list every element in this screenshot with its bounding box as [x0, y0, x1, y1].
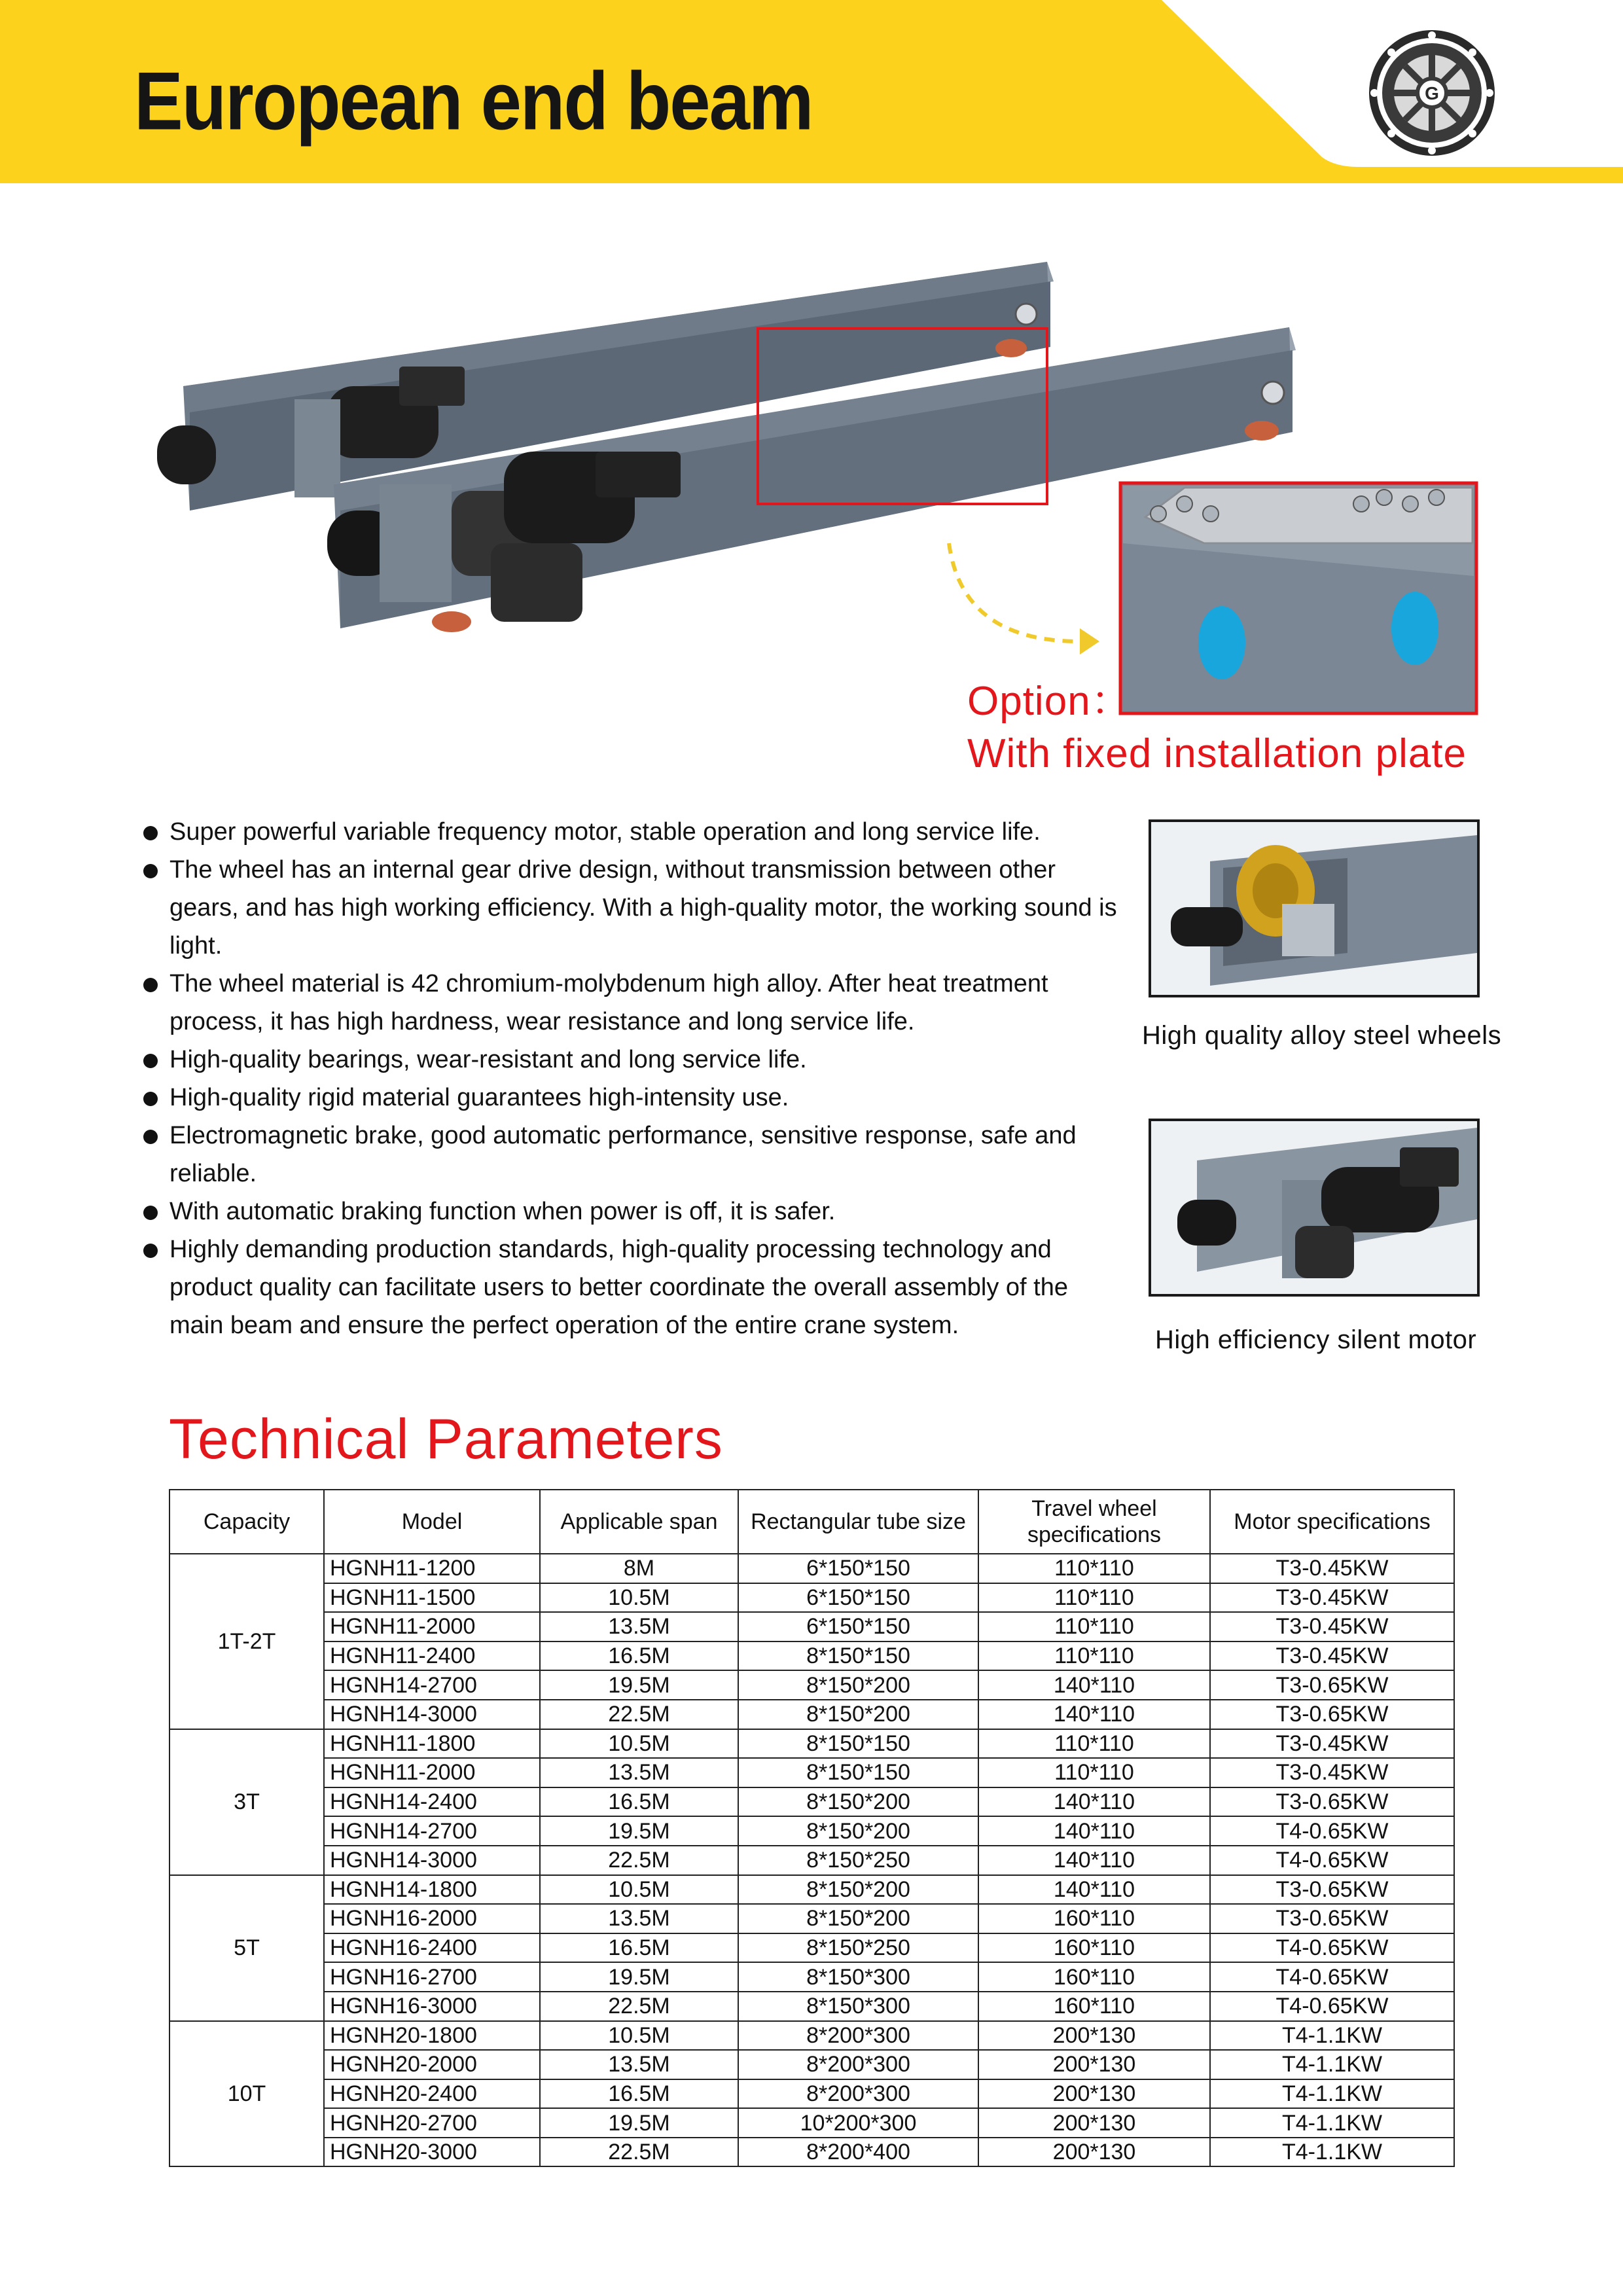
feature-item: With automatic braking function when power is off, it is safer.: [141, 1193, 1122, 1230]
cell-wheel-spec: 140*110: [978, 1816, 1210, 1846]
cell-model: HGNH20-1800: [324, 2021, 540, 2051]
cell-model: HGNH20-2400: [324, 2079, 540, 2109]
cell-span: 16.5M: [540, 2079, 738, 2109]
cell-tube-size: 8*150*300: [738, 1992, 978, 2021]
cell-model: HGNH14-1800: [324, 1875, 540, 1905]
cell-motor-spec: T3-0.45KW: [1210, 1554, 1454, 1583]
cell-span: 19.5M: [540, 1670, 738, 1700]
cell-capacity: 5T: [169, 1875, 324, 2021]
cell-tube-size: 6*150*150: [738, 1612, 978, 1641]
cell-tube-size: 8*150*200: [738, 1670, 978, 1700]
header-motor-spec: Motor specifications: [1210, 1490, 1454, 1554]
table-row: [169, 2138, 1454, 2167]
option-callout: [967, 675, 1467, 780]
motor-photo-caption: High efficiency silent motor: [1155, 1325, 1477, 1354]
cell-span: 10.5M: [540, 1875, 738, 1905]
cell-motor-spec: T3-0.65KW: [1210, 1787, 1454, 1817]
cell-motor-spec: T4-0.65KW: [1210, 1962, 1454, 1992]
table-row: [169, 2108, 1454, 2138]
cell-tube-size: 8*150*200: [738, 1816, 978, 1846]
cell-tube-size: 8*200*300: [738, 2021, 978, 2051]
cell-span: 16.5M: [540, 1641, 738, 1671]
cell-motor-spec: T4-0.65KW: [1210, 1846, 1454, 1875]
cell-wheel-spec: 110*110: [978, 1641, 1210, 1671]
cell-span: 19.5M: [540, 1816, 738, 1846]
cell-wheel-spec: 110*110: [978, 1729, 1210, 1759]
cell-wheel-spec: 110*110: [978, 1612, 1210, 1641]
cell-motor-spec: T3-0.45KW: [1210, 1758, 1454, 1787]
gear-logo-icon: [1366, 27, 1497, 158]
table-row: [169, 1758, 1454, 1787]
feature-list: [141, 813, 1122, 1344]
cell-motor-spec: T4-1.1KW: [1210, 2138, 1454, 2167]
cell-capacity: 3T: [169, 1729, 324, 1875]
cell-span: 22.5M: [540, 1992, 738, 2021]
cell-span: 16.5M: [540, 1787, 738, 1817]
cell-tube-size: 8*150*150: [738, 1758, 978, 1787]
cell-span: 8M: [540, 1554, 738, 1583]
cell-wheel-spec: 110*110: [978, 1758, 1210, 1787]
table-row: [169, 1933, 1454, 1963]
cell-model: HGNH14-2700: [324, 1670, 540, 1700]
option-label: Option：: [967, 679, 1132, 724]
cell-wheel-spec: 200*130: [978, 2079, 1210, 2109]
cell-wheel-spec: 200*130: [978, 2108, 1210, 2138]
feature-item: Electromagnetic brake, good automatic performance, sensitive response, safe and reliable.: [141, 1117, 1122, 1193]
table-row: [169, 2050, 1454, 2079]
cell-motor-spec: T4-1.1KW: [1210, 2108, 1454, 2138]
cell-wheel-spec: 140*110: [978, 1875, 1210, 1905]
cell-span: 22.5M: [540, 1846, 738, 1875]
table-row: [169, 2021, 1454, 2051]
table-row: [169, 1962, 1454, 1992]
feature-item: The wheel has an internal gear drive design, without transmission between other gears, and has high working efficiency. With a high-quality motor, the working sound is light.: [141, 851, 1122, 965]
header-span: Applicable span: [540, 1490, 738, 1554]
cell-model: HGNH20-2700: [324, 2108, 540, 2138]
cell-model: HGNH14-2400: [324, 1787, 540, 1817]
cell-tube-size: 8*150*200: [738, 1787, 978, 1817]
feature-item: High-quality rigid material guarantees high-intensity use.: [141, 1079, 1122, 1117]
cell-tube-size: 8*150*200: [738, 1875, 978, 1905]
cell-motor-spec: T3-0.45KW: [1210, 1729, 1454, 1759]
technical-parameters-table: [169, 1489, 1455, 2167]
cell-span: 13.5M: [540, 1612, 738, 1641]
cell-motor-spec: T4-1.1KW: [1210, 2079, 1454, 2109]
cell-tube-size: 8*200*300: [738, 2079, 978, 2109]
cell-wheel-spec: 200*130: [978, 2050, 1210, 2079]
cell-span: 19.5M: [540, 2108, 738, 2138]
table-row: [169, 1729, 1454, 1759]
table-row: [169, 1904, 1454, 1933]
table-row: [169, 1875, 1454, 1905]
cell-model: HGNH16-2400: [324, 1933, 540, 1963]
cell-model: HGNH20-2000: [324, 2050, 540, 2079]
cell-model: HGNH11-1200: [324, 1554, 540, 1583]
header-capacity: Capacity: [169, 1490, 324, 1554]
cell-tube-size: 8*150*150: [738, 1641, 978, 1671]
cell-model: HGNH11-1800: [324, 1729, 540, 1759]
table-row: [169, 1583, 1454, 1613]
cell-wheel-spec: 110*110: [978, 1554, 1210, 1583]
cell-tube-size: 6*150*150: [738, 1554, 978, 1583]
page-title: European end beam: [134, 55, 813, 147]
cell-motor-spec: T3-0.45KW: [1210, 1583, 1454, 1613]
table-row: [169, 1846, 1454, 1875]
cell-capacity: 1T-2T: [169, 1554, 324, 1729]
feature-item: Highly demanding production standards, high-quality processing technology and product quality can facilitate users to better coordinate the overall assembly of the main beam and ensure the perfect operation of the entire crane system.: [141, 1230, 1122, 1344]
cell-wheel-spec: 140*110: [978, 1700, 1210, 1729]
cell-span: 10.5M: [540, 1583, 738, 1613]
feature-item: Super powerful variable frequency motor, stable operation and long service life.: [141, 813, 1122, 851]
table-row: [169, 1670, 1454, 1700]
wheel-photo-caption: High quality alloy steel wheels: [1142, 1021, 1502, 1050]
cell-motor-spec: T4-0.65KW: [1210, 1933, 1454, 1963]
cell-span: 22.5M: [540, 1700, 738, 1729]
wheel-photo-icon: [1151, 822, 1477, 995]
front-motor: [327, 452, 681, 792]
cell-model: HGNH14-3000: [324, 1846, 540, 1875]
table-header-row: [169, 1490, 1454, 1554]
table-row: [169, 1641, 1454, 1671]
table-row: [169, 1787, 1454, 1817]
cell-tube-size: 8*150*200: [738, 1700, 978, 1729]
cell-motor-spec: T3-0.65KW: [1210, 1875, 1454, 1905]
cell-wheel-spec: 200*130: [978, 2021, 1210, 2051]
cell-span: 22.5M: [540, 2138, 738, 2167]
wheel-photo: [1149, 819, 1480, 997]
svg-text:G: G: [1425, 83, 1439, 103]
cell-span: 16.5M: [540, 1933, 738, 1963]
cell-wheel-spec: 160*110: [978, 1904, 1210, 1933]
cell-model: HGNH11-2400: [324, 1641, 540, 1671]
cell-tube-size: 8*150*150: [738, 1729, 978, 1759]
motor-photo: [1149, 1119, 1480, 1297]
cell-model: HGNH14-3000: [324, 1700, 540, 1729]
cell-motor-spec: T3-0.65KW: [1210, 1904, 1454, 1933]
table-row: [169, 2079, 1454, 2109]
cell-tube-size: 10*200*300: [738, 2108, 978, 2138]
cell-motor-spec: T3-0.45KW: [1210, 1641, 1454, 1671]
cell-model: HGNH16-3000: [324, 1992, 540, 2021]
table-row: [169, 1554, 1454, 1583]
cell-span: 13.5M: [540, 1758, 738, 1787]
cell-span: 13.5M: [540, 2050, 738, 2079]
option-text: With fixed installation plate: [967, 731, 1467, 776]
feature-item: The wheel material is 42 chromium-molybdenum high alloy. After heat treatment process, it has high hardness, wear resistance and long service life.: [141, 965, 1122, 1041]
cell-model: HGNH16-2000: [324, 1904, 540, 1933]
cell-wheel-spec: 140*110: [978, 1846, 1210, 1875]
cell-wheel-spec: 160*110: [978, 1933, 1210, 1963]
header-model: Model: [324, 1490, 540, 1554]
cell-tube-size: 8*200*400: [738, 2138, 978, 2167]
table-row: [169, 1700, 1454, 1729]
cell-motor-spec: T3-0.65KW: [1210, 1670, 1454, 1700]
cell-model: HGNH16-2700: [324, 1962, 540, 1992]
header-tube-size: Rectangular tube size: [738, 1490, 978, 1554]
cell-span: 10.5M: [540, 2021, 738, 2051]
cell-motor-spec: T4-0.65KW: [1210, 1816, 1454, 1846]
cell-tube-size: 8*150*250: [738, 1933, 978, 1963]
cell-motor-spec: T3-0.45KW: [1210, 1612, 1454, 1641]
table-row: [169, 1816, 1454, 1846]
cell-model: HGNH11-2000: [324, 1612, 540, 1641]
cell-model: HGNH11-1500: [324, 1583, 540, 1613]
cell-tube-size: 8*150*250: [738, 1846, 978, 1875]
cell-model: HGNH11-2000: [324, 1758, 540, 1787]
cell-motor-spec: T4-0.65KW: [1210, 1992, 1454, 2021]
cell-tube-size: 8*150*300: [738, 1962, 978, 1992]
table-row: [169, 1992, 1454, 2021]
header-wheel-spec: Travel wheel specifications: [978, 1490, 1210, 1554]
cell-motor-spec: T4-1.1KW: [1210, 2021, 1454, 2051]
cell-tube-size: 8*200*300: [738, 2050, 978, 2079]
cell-model: HGNH14-2700: [324, 1816, 540, 1846]
cell-wheel-spec: 160*110: [978, 1962, 1210, 1992]
cell-motor-spec: T3-0.65KW: [1210, 1700, 1454, 1729]
cell-span: 13.5M: [540, 1904, 738, 1933]
cell-capacity: 10T: [169, 2021, 324, 2167]
cell-wheel-spec: 110*110: [978, 1583, 1210, 1613]
feature-item: High-quality bearings, wear-resistant and long service life.: [141, 1041, 1122, 1079]
motor-photo-icon: [1151, 1121, 1477, 1294]
cell-span: 19.5M: [540, 1962, 738, 1992]
cell-motor-spec: T4-1.1KW: [1210, 2050, 1454, 2079]
cell-model: HGNH20-3000: [324, 2138, 540, 2167]
cell-wheel-spec: 140*110: [978, 1787, 1210, 1817]
cell-tube-size: 6*150*150: [738, 1583, 978, 1613]
cell-wheel-spec: 200*130: [978, 2138, 1210, 2167]
cell-wheel-spec: 140*110: [978, 1670, 1210, 1700]
table-body: [169, 1554, 1454, 2166]
table-row: [169, 1612, 1454, 1641]
cell-tube-size: 8*150*200: [738, 1904, 978, 1933]
cell-span: 10.5M: [540, 1729, 738, 1759]
technical-parameters-title: Technical Parameters: [169, 1408, 723, 1471]
cell-wheel-spec: 160*110: [978, 1992, 1210, 2021]
